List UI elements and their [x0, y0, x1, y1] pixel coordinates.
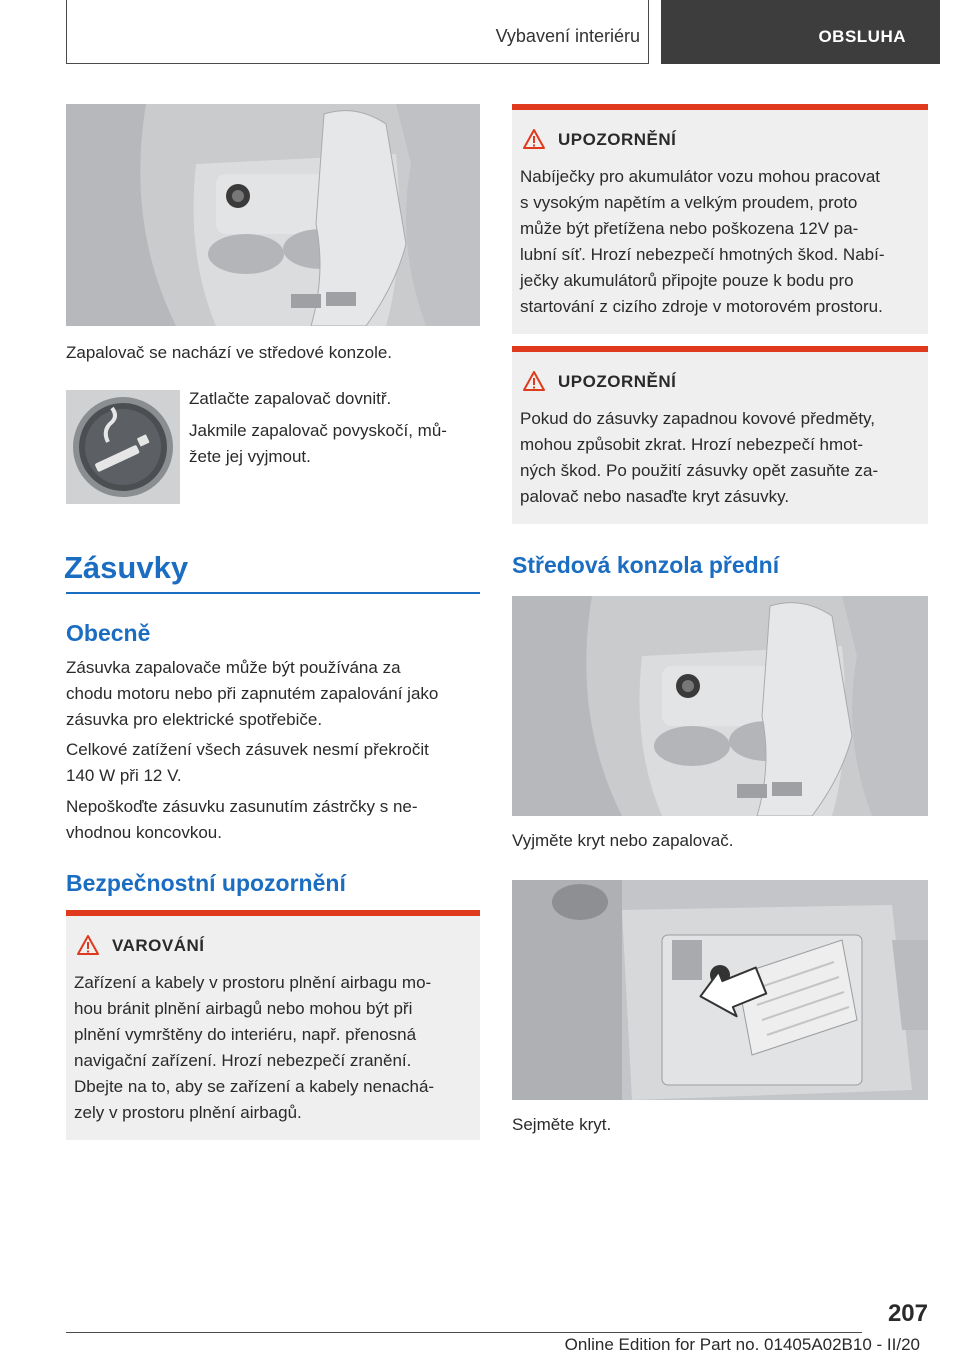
notice-text	[520, 406, 920, 510]
text-line: Zařízení a kabely v prostoru plnění airbagu mo-	[74, 973, 432, 992]
text-line: ječky akumulátorů připojte pouze k bodu pro	[520, 271, 854, 290]
text-line: zásuvka pro elektrické spotřebiče.	[66, 710, 323, 729]
cigarette-lighter-icon	[66, 390, 180, 504]
header-chapter-label: OBSLUHA	[818, 27, 906, 46]
text-line: Nepoškoďte zásuvku zasunutím zástrčky s ne-	[66, 797, 418, 816]
caption-remove-cover: Vyjměte kryt nebo zapalovač.	[512, 831, 734, 850]
header-section-title: Vybavení interiéru	[495, 26, 640, 46]
text-line: ných škod. Po použití zásuvky opět zasuňte za-	[520, 461, 879, 480]
warning-triangle-icon	[522, 128, 546, 150]
text-line: vhodnou koncovkou.	[66, 823, 222, 842]
notice-title: UPOZORNĚNÍ	[558, 130, 677, 149]
text-line: může být přetížena nebo poškozena 12V pa-	[520, 219, 859, 238]
header-chapter-tab	[661, 0, 940, 64]
step-remove-lighter	[189, 418, 447, 470]
text-line: Pokud do zásuvky zapadnou kovové předměty,	[520, 409, 876, 428]
text-line: startování z cizího zdroje v motorovém prostoru.	[520, 297, 883, 316]
section-title-sockets: Zásuvky	[64, 550, 189, 585]
text-line: mohou způsobit zkrat. Hrozí nebezpečí hmot-	[520, 435, 863, 454]
step-push-lighter: Zatlačte zapalovač dovnitř.	[189, 389, 392, 408]
text-line: navigační zařízení. Hrozí nebezpečí zranění.	[74, 1051, 412, 1070]
caption-take-off-cover: Sejměte kryt.	[512, 1115, 612, 1134]
general-paragraph-3	[66, 794, 418, 846]
warning-triangle-icon	[76, 934, 100, 956]
warning-title: VAROVÁNÍ	[112, 936, 205, 955]
text-line: Nabíječky pro akumulátor vozu mohou pracovat	[520, 167, 881, 186]
text-line: s vysokým napětím a velkým proudem, proto	[520, 193, 858, 212]
general-paragraph-2	[66, 737, 429, 789]
text-line: žete jej vyjmout.	[189, 447, 311, 466]
section-title-rule	[66, 592, 480, 594]
front-console-photo	[512, 596, 928, 816]
arrow-pointer-icon	[698, 964, 768, 1024]
text-line: palovač nebo nasaďte kryt zásuvky.	[520, 487, 790, 506]
general-paragraph-1	[66, 655, 438, 733]
socket-cover-photo	[512, 880, 928, 1100]
text-line: hou bránit plnění airbagů nebo mohou být při	[74, 999, 413, 1018]
text-line: Zásuvka zapalovače může být používána za	[66, 658, 401, 677]
warning-text	[74, 970, 472, 1126]
text-line: lubní síť. Hrozí nebezpečí hmotných škod. Nabí-	[520, 245, 885, 264]
notice-title: UPOZORNĚNÍ	[558, 372, 677, 391]
text-line: Celkové zatížení všech zásuvek nesmí překročit	[66, 740, 429, 759]
text-line: Jakmile zapalovač povyskočí, mů-	[189, 421, 447, 440]
warning-box	[66, 910, 480, 1140]
subsection-safety: Bezpečnostní upozornění	[66, 870, 346, 896]
notice-box-metal-objects	[512, 346, 928, 524]
warning-triangle-icon	[522, 370, 546, 392]
text-line: plnění vymrštěny do interiéru, např. přenosná	[74, 1025, 417, 1044]
footer-edition: Online Edition for Part no. 01405A02B10 - II/20	[564, 1335, 920, 1354]
notice-box-chargers	[512, 104, 928, 334]
text-line: Dbejte na to, aby se zařízení a kabely nenachá-	[74, 1077, 435, 1096]
text-line: 140 W při 12 V.	[66, 766, 182, 785]
notice-text	[520, 164, 920, 320]
text-line: zely v prostoru plnění airbagů.	[74, 1103, 302, 1122]
subsection-front-console: Středová konzola přední	[512, 552, 780, 578]
text-line: chodu motoru nebo při zapnutém zapalování jako	[66, 684, 439, 703]
console-lighter-photo	[66, 104, 480, 326]
page-number: 207	[887, 1300, 928, 1327]
subsection-general: Obecně	[66, 620, 151, 646]
caption-lighter-location: Zapalovač se nachází ve středové konzole.	[66, 343, 393, 362]
footer-rule	[66, 1332, 862, 1333]
